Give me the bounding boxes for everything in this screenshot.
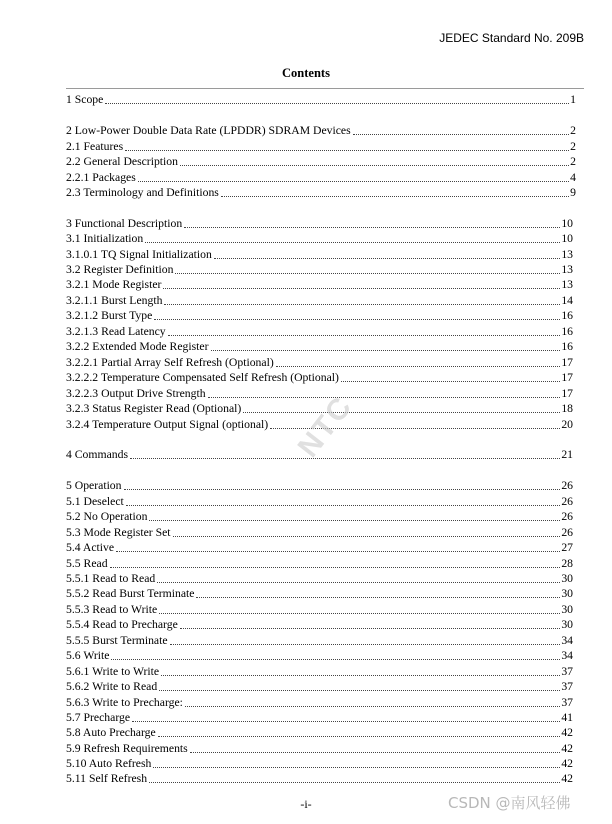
toc-entry[interactable] — [66, 355, 573, 370]
toc-entry-page: 20 — [561, 418, 573, 431]
toc-entry[interactable] — [66, 262, 573, 277]
toc-entry[interactable] — [66, 741, 573, 756]
toc-entry-page: 26 — [561, 526, 573, 539]
toc-entry[interactable] — [66, 170, 576, 185]
toc-entry-page: 42 — [561, 757, 573, 770]
toc-entry[interactable] — [66, 586, 573, 601]
dot-leader — [185, 705, 560, 707]
toc-entry-page: 37 — [561, 680, 573, 693]
dot-leader — [175, 272, 560, 274]
toc-entry[interactable] — [66, 710, 573, 725]
toc-entry-page: 13 — [561, 263, 573, 276]
toc-entry[interactable] — [66, 386, 573, 401]
toc-entry-page: 10 — [561, 217, 573, 230]
toc-entry-title: 3.2.2.1 Partial Array Self Refresh (Optional) — [66, 356, 274, 369]
toc-entry-title: 5.5.4 Read to Precharge — [66, 618, 178, 631]
toc-entry-page: 34 — [561, 634, 573, 647]
dot-leader — [116, 550, 560, 552]
toc-entry-title: 2.2.1 Packages — [66, 171, 136, 184]
toc-entry-title: 5.11 Self Refresh — [66, 772, 148, 785]
toc-entry-title: 4 Commands — [66, 448, 129, 461]
toc-entry[interactable] — [66, 185, 576, 200]
toc-entry-title: 3.1.0.1 TQ Signal Initialization — [66, 248, 212, 261]
toc-entry[interactable] — [66, 756, 573, 771]
dot-leader — [157, 581, 560, 583]
dot-leader — [149, 519, 560, 521]
toc-entry-title: 3.2.1.3 Read Latency — [66, 325, 166, 338]
toc-entry-title: 3.2 Register Definition — [66, 263, 174, 276]
toc-entry-page: 18 — [561, 402, 573, 415]
toc-entry-page: 41 — [561, 711, 573, 724]
dot-leader — [111, 658, 560, 660]
toc-entry-title: 3.2.4 Temperature Output Signal (optional) — [66, 418, 269, 431]
toc-entry-title: 3.2.2.3 Output Drive Strength — [66, 387, 206, 400]
dot-leader — [243, 411, 560, 413]
toc-entry-title: 2 Low-Power Double Data Rate (LPDDR) SDRAM Devices — [66, 124, 351, 137]
dot-leader — [170, 643, 561, 645]
dot-leader — [153, 766, 560, 768]
dot-leader — [130, 457, 560, 459]
toc-entry-page: 2 — [570, 124, 576, 137]
toc-entry[interactable] — [66, 771, 573, 786]
toc-entry-title: 3.2.2.2 Temperature Compensated Self Refresh (Optional) — [66, 371, 339, 384]
dot-leader — [180, 627, 561, 629]
dot-leader — [105, 102, 569, 104]
toc-entry[interactable] — [66, 540, 573, 555]
toc-entry[interactable] — [66, 139, 576, 154]
toc-entry-page: 42 — [561, 742, 573, 755]
toc-entry[interactable] — [66, 293, 573, 308]
toc-entry-page: 21 — [561, 448, 573, 461]
toc-entry-page: 2 — [570, 140, 576, 153]
toc-entry-title: 2.3 Terminology and Definitions — [66, 186, 219, 199]
page-number: -i- — [300, 797, 312, 811]
toc-entry[interactable] — [66, 664, 573, 679]
toc-entry[interactable] — [66, 92, 576, 107]
dot-leader — [184, 226, 560, 228]
toc-entry-title: 5.5.1 Read to Read — [66, 572, 156, 585]
toc-entry-page: 17 — [561, 387, 573, 400]
toc-entry-page: 16 — [561, 309, 573, 322]
toc-entry[interactable] — [66, 617, 573, 632]
dot-leader — [180, 164, 569, 166]
toc-entry[interactable] — [66, 602, 573, 617]
toc-entry-page: 37 — [561, 665, 573, 678]
toc-entry-title: 3 Functional Description — [66, 217, 183, 230]
toc-entry-title: 1 Scope — [66, 93, 104, 106]
toc-entry-title: 2.1 Features — [66, 140, 124, 153]
toc-entry[interactable] — [66, 370, 573, 385]
dot-leader — [126, 504, 561, 506]
dot-leader — [138, 180, 569, 182]
toc-entry[interactable] — [66, 478, 573, 493]
toc-entry-page: 30 — [561, 603, 573, 616]
dot-leader — [208, 396, 561, 398]
toc-entry-page: 16 — [561, 340, 573, 353]
toc-entry-title: 3.2.2 Extended Mode Register — [66, 340, 209, 353]
dot-leader — [190, 751, 561, 753]
toc-entry-title: 5.7 Precharge — [66, 711, 131, 724]
toc-entry-page: 37 — [561, 696, 573, 709]
dot-leader — [276, 365, 561, 367]
toc-entry[interactable] — [66, 509, 573, 524]
dot-leader — [125, 149, 569, 151]
toc-entry-page: 42 — [561, 772, 573, 785]
dot-leader — [159, 689, 560, 691]
dot-leader — [154, 318, 560, 320]
dot-leader — [124, 488, 561, 490]
toc-entry-page: 26 — [561, 479, 573, 492]
toc-entry-page: 28 — [561, 557, 573, 570]
dot-leader — [110, 566, 561, 568]
toc-entry-title: 5.2 No Operation — [66, 510, 148, 523]
dot-leader — [168, 334, 561, 336]
toc-entry-page: 30 — [561, 618, 573, 631]
document-header: JEDEC Standard No. 209B — [439, 31, 584, 45]
toc-entry-title: 5.5 Read — [66, 557, 108, 570]
dot-leader — [196, 596, 560, 598]
toc-entry-page: 17 — [561, 371, 573, 384]
toc-entry[interactable] — [66, 123, 576, 138]
toc-entry-title: 5.6.3 Write to Precharge: — [66, 696, 183, 709]
toc-entry-title: 5 Operation — [66, 479, 122, 492]
toc-entry-title: 3.2.1.2 Burst Type — [66, 309, 153, 322]
toc-entry[interactable] — [66, 695, 573, 710]
toc-entry-page: 16 — [561, 325, 573, 338]
dot-leader — [173, 535, 561, 537]
toc-entry-page: 17 — [561, 356, 573, 369]
dot-leader — [221, 195, 569, 197]
toc-entry-page: 34 — [561, 649, 573, 662]
toc-entry-page: 27 — [561, 541, 573, 554]
toc-entry-title: 2.2 General Description — [66, 155, 178, 168]
toc-entry[interactable] — [66, 571, 573, 586]
toc-entry-title: 5.1 Deselect — [66, 495, 124, 508]
toc-entry-page: 1 — [570, 93, 576, 106]
toc-entry[interactable] — [66, 154, 576, 169]
toc-entry-page: 14 — [561, 294, 573, 307]
toc-entry[interactable] — [66, 494, 573, 509]
toc-entry-page: 26 — [561, 495, 573, 508]
toc-entry[interactable] — [66, 247, 573, 262]
toc-entry[interactable] — [66, 679, 573, 694]
toc-entry[interactable] — [66, 633, 573, 648]
dot-leader — [158, 735, 561, 737]
toc-entry-title: 5.5.5 Burst Terminate — [66, 634, 168, 647]
toc-entry-page: 4 — [570, 171, 576, 184]
toc-entry-page: 9 — [570, 186, 576, 199]
dot-leader — [341, 380, 560, 382]
dot-leader — [163, 287, 560, 289]
toc-entry-title: 5.5.2 Read Burst Terminate — [66, 587, 195, 600]
toc-entry[interactable] — [66, 725, 573, 740]
page-title: Contents — [282, 66, 330, 80]
toc-entry-page: 30 — [561, 572, 573, 585]
title-rule — [66, 88, 584, 89]
toc-entry-page: 42 — [561, 726, 573, 739]
toc-entry-title: 5.5.3 Read to Write — [66, 603, 158, 616]
toc-entry-title: 5.3 Mode Register Set — [66, 526, 171, 539]
toc-entry[interactable] — [66, 525, 573, 540]
toc-entry-title: 5.6 Write — [66, 649, 110, 662]
toc-entry-title: 3.2.1.1 Burst Length — [66, 294, 163, 307]
dot-leader — [132, 720, 560, 722]
toc-entry-page: 2 — [570, 155, 576, 168]
toc-entry[interactable] — [66, 231, 573, 246]
toc-entry-title: 3.2.1 Mode Register — [66, 278, 162, 291]
toc-entry-title: 3.1 Initialization — [66, 232, 144, 245]
toc-entry[interactable] — [66, 339, 573, 354]
toc-entry-page: 26 — [561, 510, 573, 523]
dot-leader — [161, 674, 560, 676]
watermark: NTC — [291, 389, 360, 464]
dot-leader — [145, 241, 560, 243]
toc-entry-page: 10 — [561, 232, 573, 245]
toc-entry-page: 13 — [561, 278, 573, 291]
toc-entry-title: 5.10 Auto Refresh — [66, 757, 152, 770]
dot-leader — [164, 303, 560, 305]
dot-leader — [353, 133, 569, 135]
toc-entry[interactable] — [66, 324, 573, 339]
toc-entry-title: 3.2.3 Status Register Read (Optional) — [66, 402, 242, 415]
source-watermark: CSDN @南风轻佛 — [448, 794, 571, 812]
toc-entry-title: 5.8 Auto Precharge — [66, 726, 156, 739]
toc-entry[interactable] — [66, 216, 573, 231]
dot-leader — [211, 349, 561, 351]
toc-entry-page: 13 — [561, 248, 573, 261]
dot-leader — [149, 781, 560, 783]
toc-entry-title: 5.4 Active — [66, 541, 115, 554]
toc-entry[interactable] — [66, 556, 573, 571]
toc-entry[interactable] — [66, 277, 573, 292]
dot-leader — [214, 257, 560, 259]
toc-entry-title: 5.9 Refresh Requirements — [66, 742, 188, 755]
toc-entry[interactable] — [66, 308, 573, 323]
toc-entry-title: 5.6.2 Write to Read — [66, 680, 158, 693]
toc-entry-title: 5.6.1 Write to Write — [66, 665, 160, 678]
dot-leader — [159, 612, 560, 614]
toc-entry[interactable] — [66, 648, 573, 663]
toc-entry-page: 30 — [561, 587, 573, 600]
